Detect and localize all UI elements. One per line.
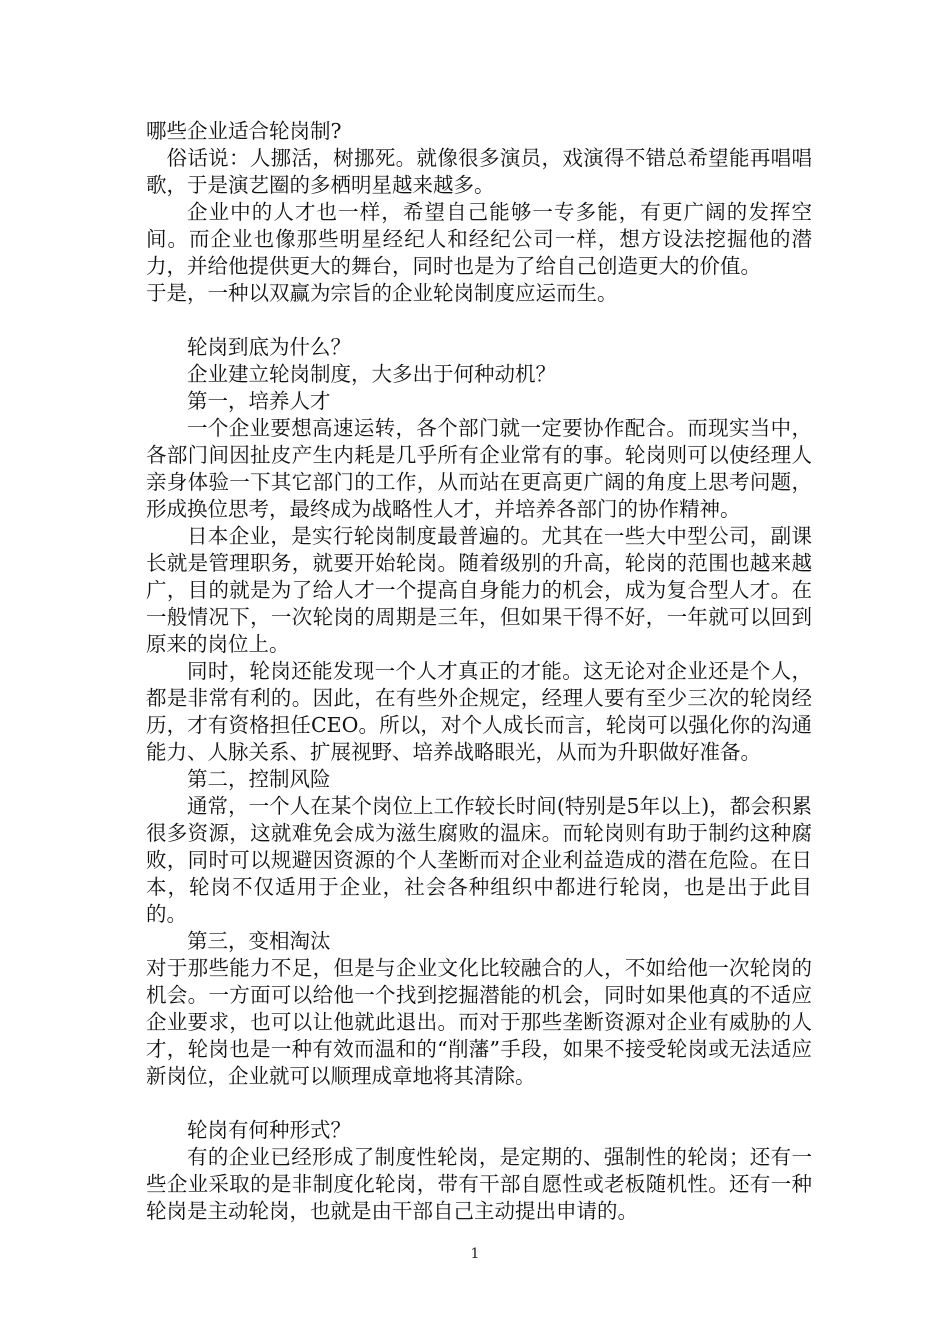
subheading: 第二，控制风险	[187, 767, 331, 791]
paragraph: 同时，轮岗还能发现一个人才真正的才能。这无论对企业还是个人，都是非常有利的。因此，在有些外企规定，经理人要有至少三次的轮岗经历，才有资格担任CEO。所以，对个人成长而言，轮岗可以强化你的沟通能力、人脉关系、扩展视野、培养战略眼光，从而为升职做好准备。	[146, 659, 812, 764]
paragraph: 企业中的人才也一样，希望自己能够一专多能，有更广阔的发挥空间。而企业也像那些明星经纪人和经纪公司一样，想方设法挖掘他的潜力，并给他提供更大的舞台，同时也是为了给自己创造更大的价值。	[146, 200, 812, 278]
subheading: 第一，培养人才	[187, 389, 331, 413]
subheading: 第三，变相淘汰	[187, 929, 331, 953]
paragraph-intro: 俗话说：人挪活，树挪死。就像很多演员，戏演得不错总希望能再唱唱歌，于是演艺圈的多栖明星越来越多。	[146, 146, 812, 197]
paragraph: 有的企业已经形成了制度性轮岗，是定期的、强制性的轮岗；还有一些企业采取的是非制度化轮岗，带有干部自愿性或老板随机性。还有一种轮岗是主动轮岗，也就是由干部自己主动提出申请的。	[146, 1145, 812, 1223]
blank-line	[146, 307, 812, 334]
page-number: 1	[470, 1246, 480, 1262]
section-heading: 轮岗到底为什么？	[187, 335, 351, 359]
paragraph: 一个企业要想高速运转，各个部门就一定要协作配合。而现实当中，各部门间因扯皮产生内耗是几乎所有企业常有的事。轮岗则可以使经理人亲身体验一下其它部门的工作，从而站在更高更广阔的角度上思考问题，形成换位思考，最终成为战略性人才，并培养各部门的协作精神。	[146, 416, 812, 521]
article-title: 哪些企业适合轮岗制?	[146, 119, 342, 143]
paragraph: 通常，一个人在某个岗位上工作较长时间(特别是5年以上)，都会积累很多资源，这就难免会成为滋生腐败的温床。而轮岗则有助于制约这种腐败，同时可以规避因资源的个人垄断而对企业利益造成的潜在危险。在日本，轮岗不仅适用于企业，社会各种组织中都进行轮岗，也是出于此目的。	[146, 794, 812, 926]
document-body	[146, 118, 812, 1225]
section-heading: 轮岗有何种形式？	[187, 1118, 351, 1142]
paragraph: 日本企业，是实行轮岗制度最普遍的。尤其在一些大中型公司，副课长就是管理职务，就要开始轮岗。随着级别的升高，轮岗的范围也越来越广，目的就是为了给人才一个提高自身能力的机会，成为复合型人才。在一般情况下，一次轮岗的周期是三年，但如果干得不好，一年就可以回到原来的岗位上。	[146, 524, 812, 656]
blank-line	[146, 1090, 812, 1117]
paragraph: 对于那些能力不足，但是与企业文化比较融合的人，不如给他一次轮岗的机会。一方面可以给他一个找到挖掘潜能的机会，同时如果他真的不适应企业要求，也可以让他就此退出。而对于那些垄断资源对企业有威胁的人才，轮岗也是一种有效而温和的“削藩”手段，如果不接受轮岗或无法适应新岗位，企业就可以顺理成章地将其清除。	[146, 956, 812, 1088]
paragraph: 企业建立轮岗制度，大多出于何种动机？	[187, 362, 556, 386]
paragraph: 于是，一种以双赢为宗旨的企业轮岗制度应运而生。	[146, 281, 618, 305]
